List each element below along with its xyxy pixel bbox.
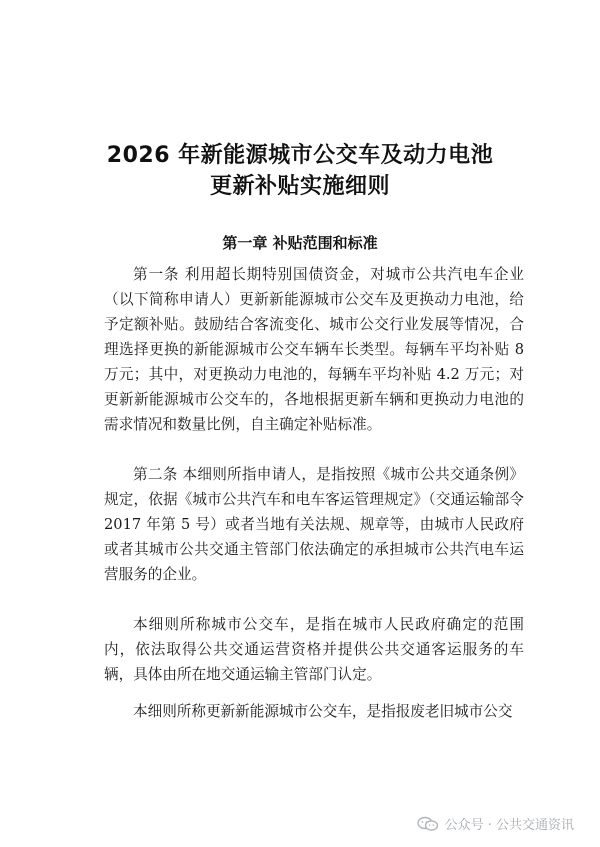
document-title-line-1: 2026 年新能源城市公交车及动力电池 (106, 143, 494, 168)
document-title-line-2: 更新补贴实施细则 (209, 174, 390, 199)
article-1-paragraph: 第一条 利用超长期特别国债资金，对城市公共汽电车企业（以下简称申请人）更新新能源城市公交车及更换动力电池，给予定额补贴。鼓励结合客流变化、城市公交行业发展等情况，合理选择更换的新能源城市公交车辆车长类型。每辆车平均补贴 8 万元；其中，对更换动力电池的，每辆车平均补贴 4.2 万元；对更新新能源城市公交车的，各地根据更新车辆和更换动力电池的需求情况和数量比例，自主确定补贴标准。 (104, 266, 524, 433)
city-bus-definition-paragraph: 本细则所称城市公交车，是指在城市人民政府确定的范围内，依法取得公共交通运营资格并提供公共交通客运服务的车辆，具体由所在地交通运输主管部门认定。 (104, 616, 524, 683)
chapter-heading: 第一章 补贴范围和标准 (222, 234, 378, 252)
watermark-text: 公众号 · 公共交通资讯 (444, 818, 574, 833)
bus-renewal-definition-paragraph: 本细则所称更新新能源城市公交车，是指报废老旧城市公交 (133, 703, 513, 720)
wechat-official-account-icon (417, 816, 439, 832)
watermark (417, 814, 574, 833)
article-2-paragraph: 第二条 本细则所指申请人，是指按照《城市公共交通条例》规定，依据《城市公共汽车和电车客运管理规定》（交通运输部令 2017 年第 5 号）或者当地有关法规、规章等，由城市人民政府或者其城市公共交通主管部门依法确定的承担城市公共汽电车运营服务的企业。 (104, 466, 524, 583)
